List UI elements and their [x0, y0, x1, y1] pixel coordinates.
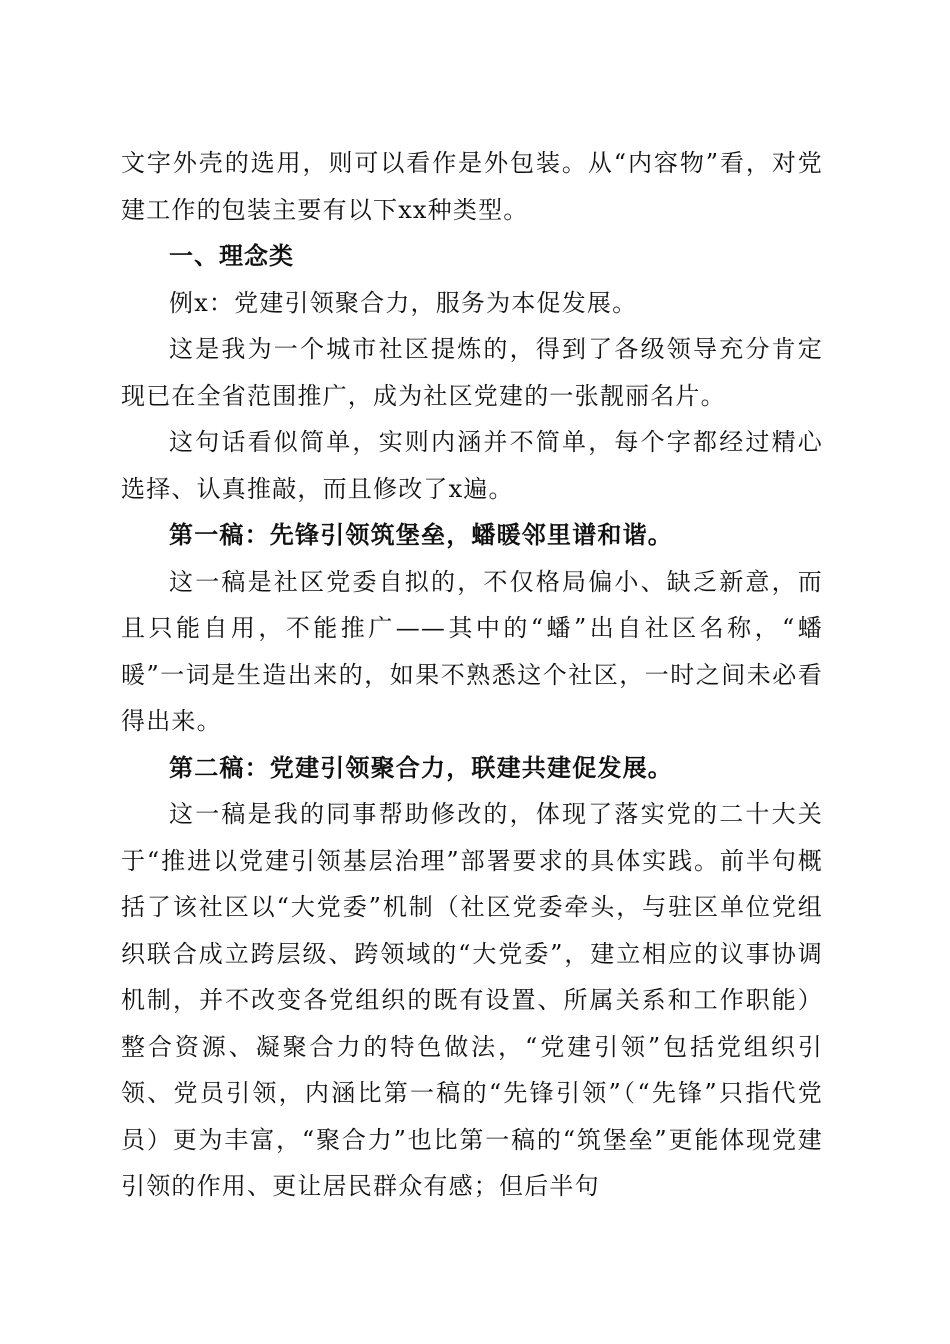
paragraph-context: 这是我为一个城市社区提炼的，得到了各级领导充分肯定现已在全省范围推广，成为社区党建的一张靓丽名片。 [121, 335, 823, 410]
paragraph-continuation: 文字外壳的选用，则可以看作是外包装。从“内容物”看，对党建工作的包装主要有以下xx种类型。 [121, 149, 823, 224]
example-slogan: 例x：党建引领聚合力，服务为本促发展。 [169, 288, 638, 317]
draft-two-analysis: 这一稿是我的同事帮助修改的，体现了落实党的二十大关于“推进以党建引领基层治理”部署要求的具体实践。前半句概括了该社区以“大党委”机制（社区党委牵头，与驻区单位党组织联合成立跨层级、跨领域的“大党委”，建立相应的议事协调机制，并不改变各党组织的既有设置、所属关系和工作职能）整合资源、凝聚合力的特色做法，“党建引领”包括党组织引领、党员引领，内涵比第一稿的“先锋引领”（“先锋”只指代党员）更为丰富，“聚合力”也比第一稿的“筑堡垒”更能体现党建引领的作用、更让居民群众有感；但后半句 [121, 800, 823, 1200]
document-body [121, 140, 823, 1210]
draft-one-heading: 第一稿：先锋引领筑堡垒，蟠暖邻里谱和谐。 [169, 520, 673, 549]
draft-one-analysis: 这一稿是社区党委自拟的，不仅格局偏小、缺乏新意，而且只能自用，不能推广——其中的“蟠”出自社区名称，“蟠暖”一词是生造出来的，如果不熟悉这个社区，一时之间未必看得出来。 [121, 567, 823, 735]
paragraph-revision-note: 这句话看似简单，实则内涵并不简单，每个字都经过精心选择、认真推敲，而且修改了x遍。 [121, 428, 823, 503]
section-heading: 一、理念类 [169, 242, 294, 270]
draft-two-heading: 第二稿：党建引领聚合力，联建共建促发展。 [169, 752, 673, 782]
